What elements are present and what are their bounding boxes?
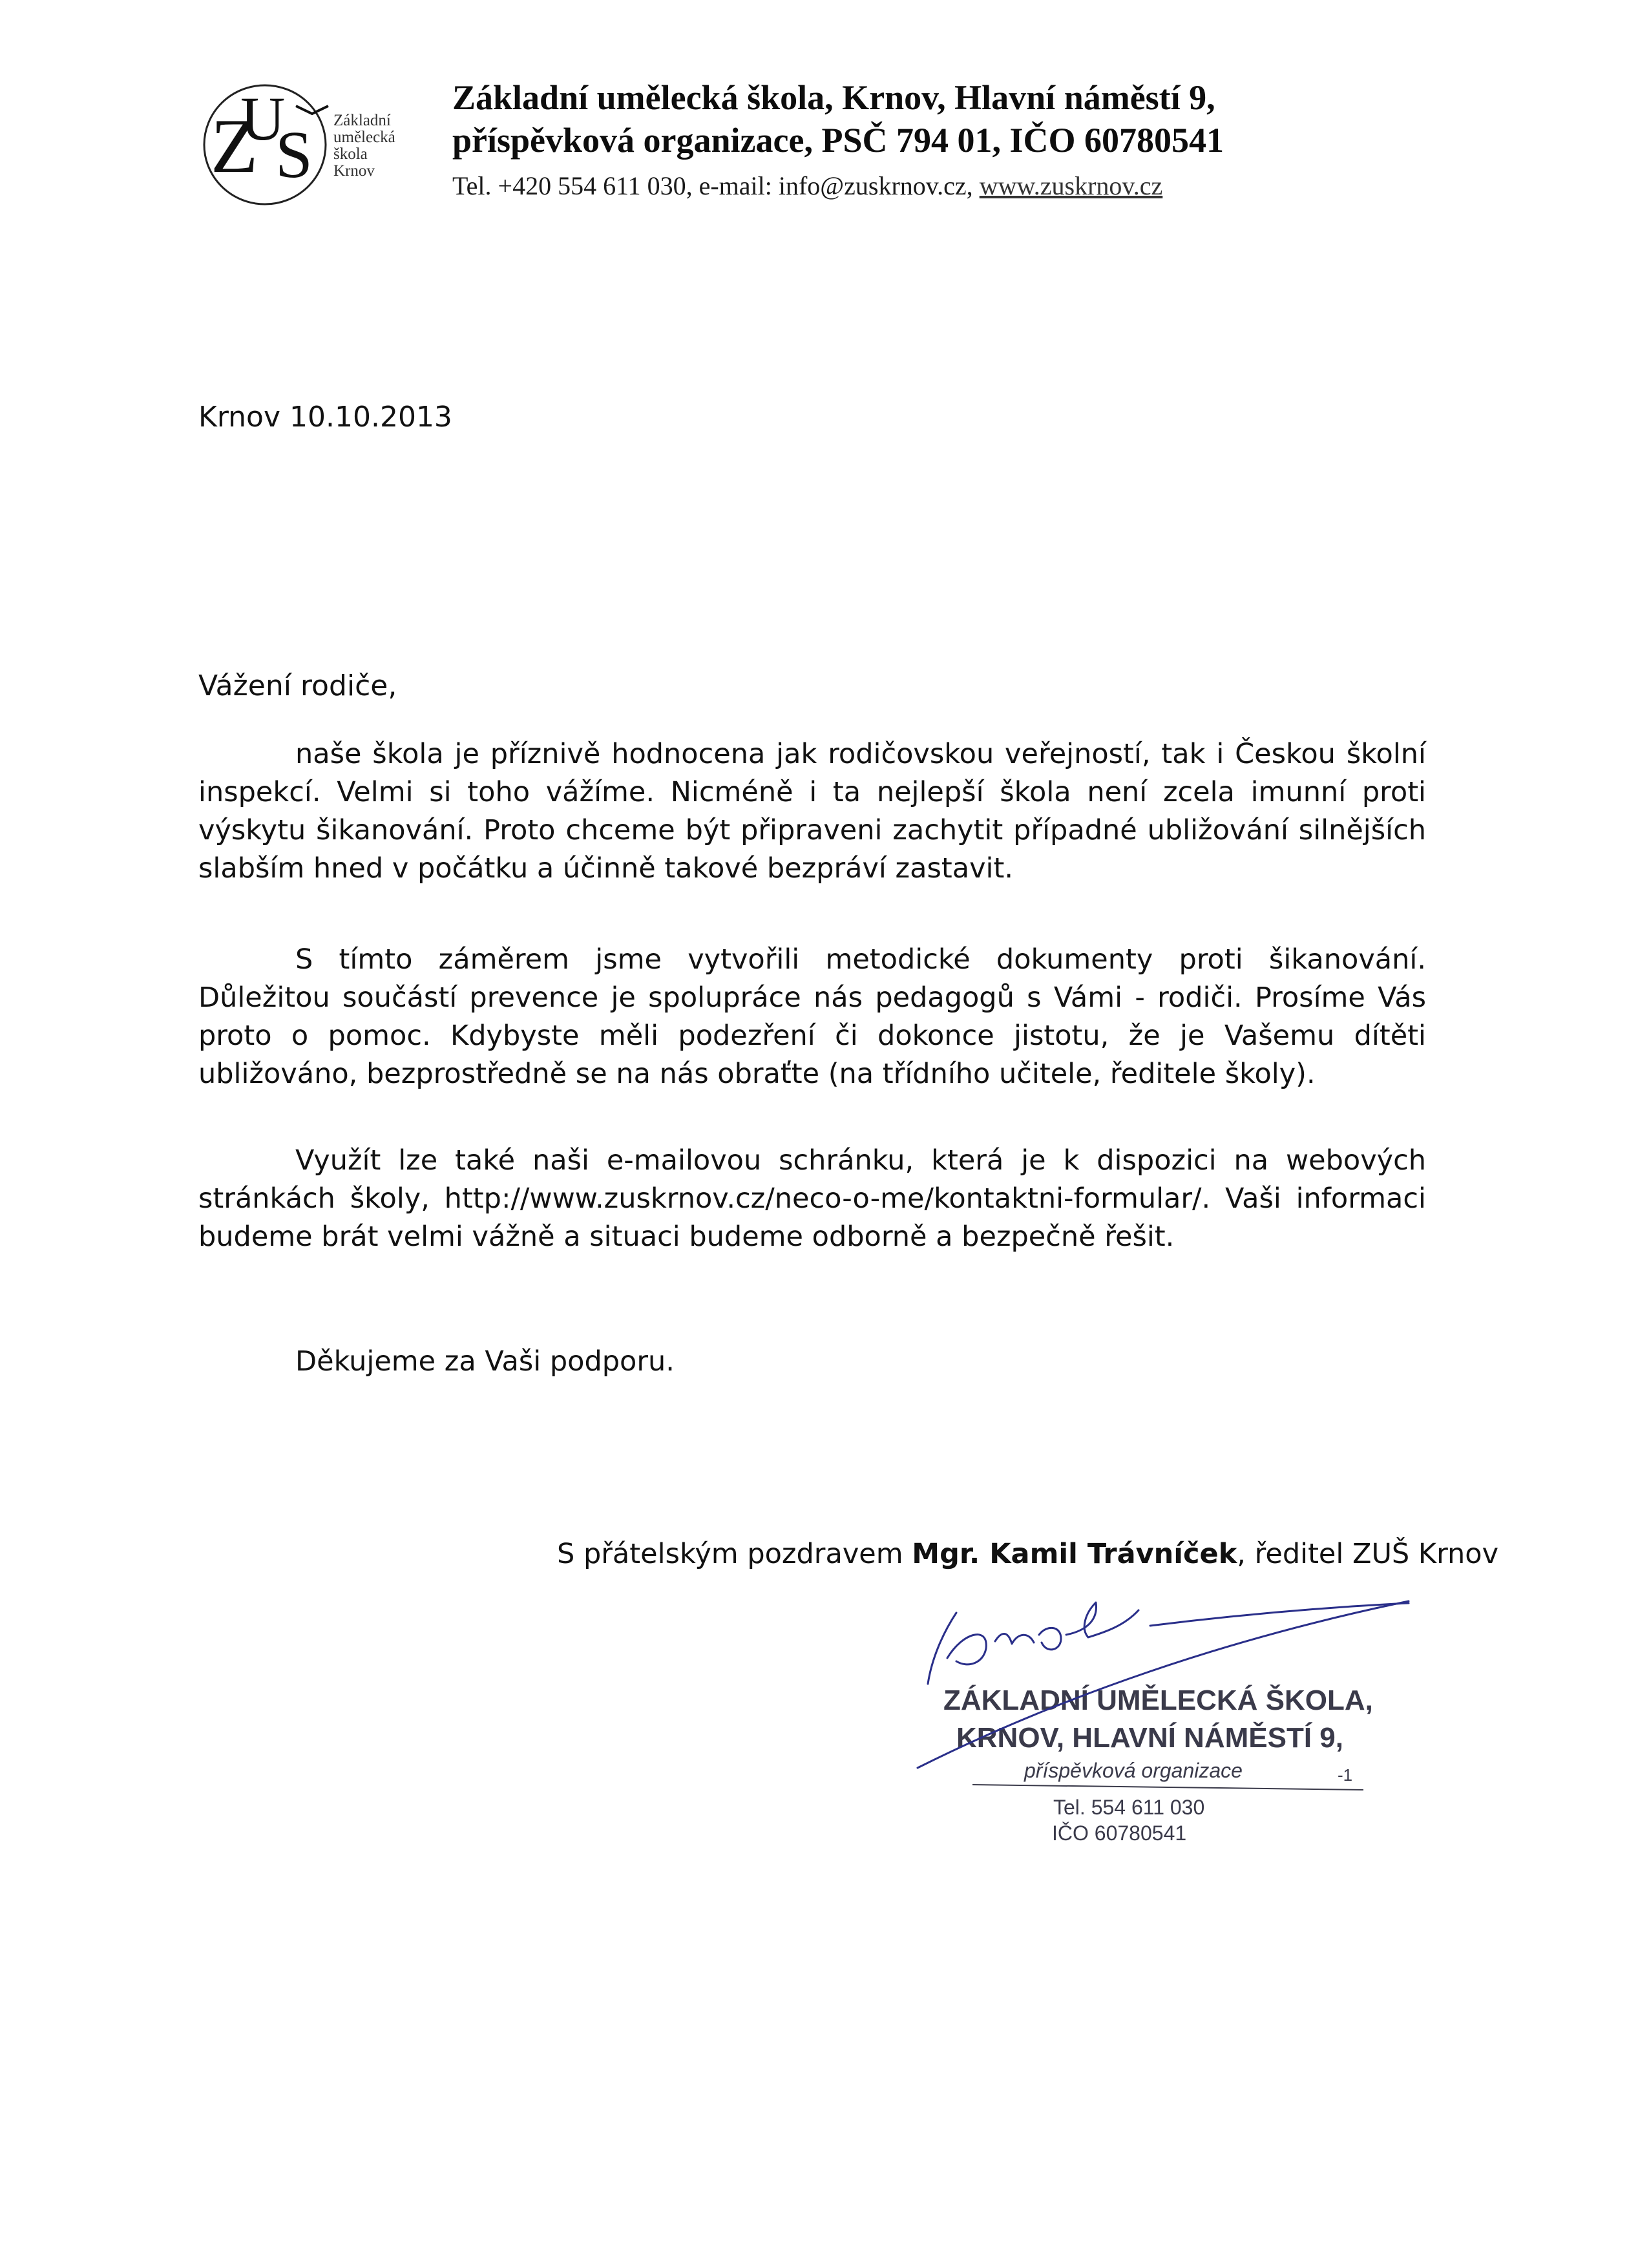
- letter-date: Krnov 10.10.2013: [198, 401, 452, 434]
- paragraph-2: S tímto záměrem jsme vytvořili metodické dokumenty proti šikanování. Důležitou součástí prevence je spolupráce nás pedagogů s Vámi - rodiči. Prosíme Vás proto o pomoc. Kdybyste měli podezření či dokonce jistotu, že je Vašemu dítěti ubližováno, bezprostředně se na nás obraťte (na třídního učitele, ředitele školy).: [198, 943, 1426, 1090]
- stamp-line-1: ZÁKLADNÍ UMĚLECKÁ ŠKOLA,: [943, 1685, 1373, 1716]
- paragraph-1: naše škola je příznivě hodnocena jak rodičovskou veřejností, tak i Českou školní inspekcí. Velmi si toho vážíme. Nicméně i ta nejlepší škola není zcela imunní proti výskytu šikanování. Proto chceme být připraveni zachytit případné ubližování silnějších slabším hned v počátku a účinně takové bezpráví zastavit.: [198, 738, 1426, 885]
- contact-text: Tel. +420 554 611 030, e-mail: info@zuskrnov.cz,: [452, 171, 980, 200]
- svg-text:U: U: [240, 84, 286, 153]
- logo-text-1: Základní: [333, 112, 391, 129]
- closing-prefix: S přátelským pozdravem: [557, 1538, 912, 1570]
- stamp-mark: -1: [1338, 1765, 1353, 1785]
- stamp-line-4: Tel. 554 611 030: [1053, 1796, 1205, 1819]
- stamp-line-5: IČO 60780541: [1052, 1822, 1187, 1845]
- stamp-line-3: příspěvková organizace: [1024, 1759, 1243, 1782]
- paragraph-3: Využít lze také naši e-mailovou schránku, která je k dispozici na webových stránkách školy, http://www.zuskrnov.cz/neco-o-me/kontaktni-formular/. Vaši informaci budeme brát velmi vážně a situaci budeme odborně a bezpečně řešit.: [198, 1144, 1426, 1253]
- svg-text:Z: Z: [211, 103, 258, 189]
- salutation: Vážení rodiče,: [198, 669, 397, 702]
- closing-suffix: , ředitel ZUŠ Krnov: [1237, 1538, 1499, 1570]
- website-link[interactable]: www.zuskrnov.cz: [979, 171, 1163, 200]
- school-logo: [199, 80, 419, 209]
- signatory-name: Mgr. Kamil Trávníček: [912, 1538, 1237, 1570]
- school-stamp: [892, 1587, 1422, 1858]
- letterhead-line-1: Základní umělecká škola, Krnov, Hlavní náměstí 9,: [452, 78, 1215, 117]
- svg-text:S: S: [275, 118, 313, 192]
- stamp-and-signature: [892, 1587, 1422, 1858]
- letterhead-line-2: příspěvková organizace, PSČ 794 01, IČO 60780541: [452, 121, 1224, 160]
- letterhead-contact: [452, 168, 1590, 204]
- thanks-line: Děkujeme za Vaši podporu.: [295, 1345, 675, 1378]
- logo-text-2: umělecká: [333, 129, 395, 146]
- logo-text-3: škola: [333, 145, 368, 163]
- zus-logo-emblem: [199, 80, 419, 209]
- logo-text-4: Krnov: [333, 162, 375, 180]
- letterhead: [452, 76, 1590, 204]
- stamp-line-2: KRNOV, HLAVNÍ NÁMĚSTÍ 9,: [956, 1722, 1343, 1754]
- closing-line: [557, 1535, 1499, 1573]
